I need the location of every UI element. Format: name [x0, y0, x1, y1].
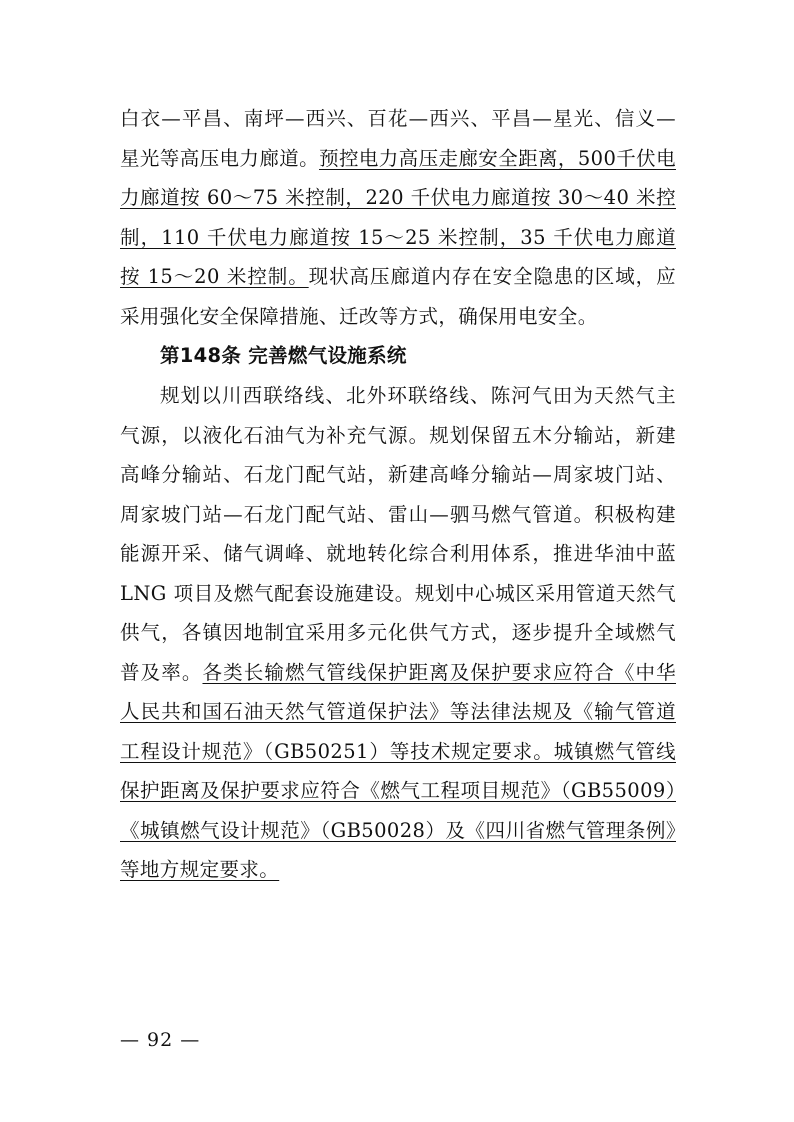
paragraph-power-corridors — [120, 99, 676, 336]
paragraph-gas-facilities — [120, 376, 676, 890]
gas-planning-text: 规划以川西联络线、北外环联络线、陈河气田为天然气主气源，以液化石油气为补充气源。规划保留五木分输站，新建高峰分输站、石龙门配气站，新建高峰分输站—周家坡门站、周家坡门站—石龙门配气站、雷山—驷马燃气管道。积极构建能源开采、储气调峰、就地转化综合利用体系，推进华油中蓝 LNG 项目及燃气配套设施建设。规划中心城区采用管道天然气供气，各镇因地制宜采用多元化供气方式，逐步提升全域燃气普及率。 — [120, 384, 676, 684]
corridor-safety-distance-text: 预控电力高压走廊安全距离，500千伏电力廊道按 60～75 米控制，220 千伏电力廊道按 30～40 米控制，110 千伏电力廊道按 15～25 米控制，35 千伏电力廊道按 15～20 米控制。 — [120, 146, 676, 288]
power-corridor-list-text: 白衣—平昌、南坪—西兴、百花—西兴、平昌—星光、信义—星光等高压电力廊道。 — [120, 107, 676, 170]
gas-pipeline-protection-text: 各类长输燃气管线保护距离及保护要求应符合《中华人民共和国石油天然气管道保护法》等法律法规及《输气管道工程设计规范》（GB50251）等技术规定要求。城镇燃气管线保护距离及保护要求应符合《燃气工程项目规范》（GB55009）《城镇燃气设计规范》（GB50028）及《四川省燃气管理条例》等地方规定要求。 — [120, 660, 676, 881]
corridor-safety-measures-text: 现状高压廊道内存在安全隐患的区域，应采用强化安全保障措施、迁改等方式，确保用电安全。 — [120, 265, 677, 328]
article-148-heading: 第148条 完善燃气设施系统 — [160, 344, 407, 367]
page-number: — 92 — — [120, 1029, 201, 1051]
